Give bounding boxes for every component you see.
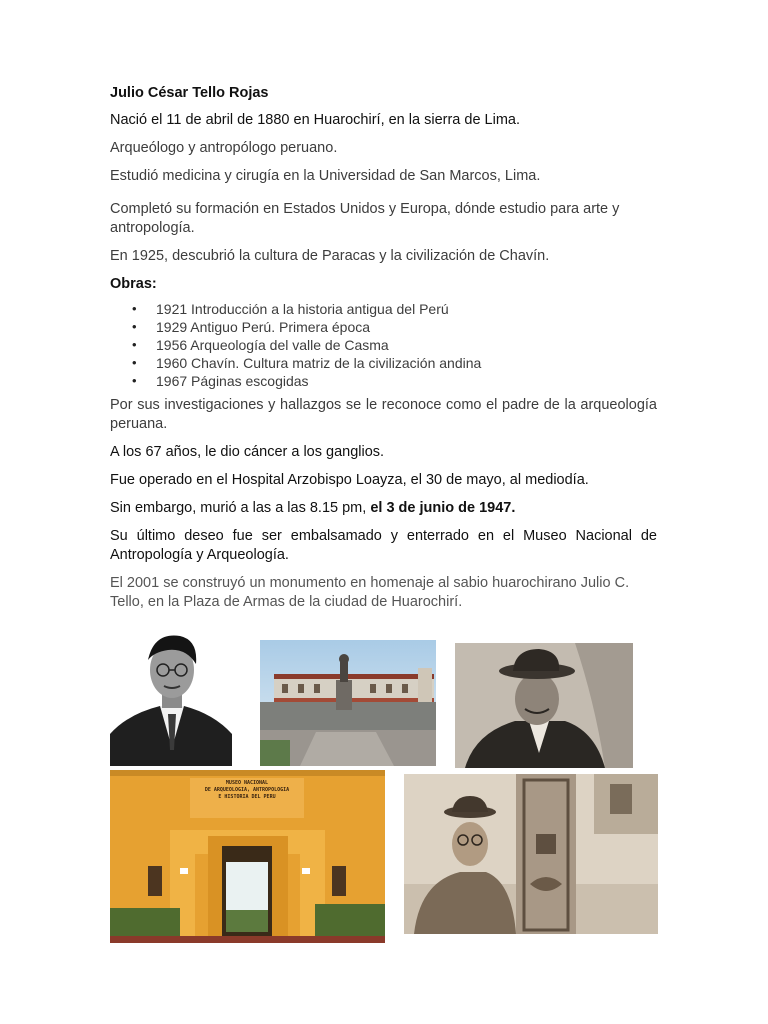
document-body bbox=[110, 84, 657, 621]
portrait-photo bbox=[110, 630, 232, 766]
portrait-illustration bbox=[110, 630, 232, 766]
list-item: • 1921 Introducción a la historia antigua del Perú bbox=[132, 301, 449, 317]
bullet-icon: • bbox=[132, 337, 137, 352]
last-wish-paragraph: Su último deseo fue ser embalsamado y enterrado en el Museo Nacional de Antropología y Arqueología. bbox=[110, 528, 657, 563]
bullet-icon: • bbox=[132, 355, 137, 370]
surgery-line: Fue operado en el Hospital Arzobispo Loayza, el 30 de mayo, al mediodía. bbox=[110, 472, 589, 488]
museum-photo bbox=[110, 770, 385, 943]
death-line: Sin embargo, murió a las a las 8.15 pm, el 3 de junio de 1947. bbox=[110, 500, 516, 516]
profession-line: Arqueólogo y antropólogo peruano. bbox=[110, 140, 338, 156]
monument-illustration bbox=[260, 640, 436, 766]
monument-paragraph: El 2001 se construyó un monumento en homenaje al sabio huarochirano Julio C. Tello, en la Plaza de Armas de la ciudad de Huarochirí. bbox=[110, 575, 630, 610]
birth-line: Nació el 11 de abril de 1880 en Huarochirí, en la sierra de Lima. bbox=[110, 112, 520, 128]
list-item: • 1967 Páginas escogidas bbox=[132, 373, 309, 389]
list-item: • 1956 Arqueología del valle de Casma bbox=[132, 337, 389, 353]
works-heading: Obras: bbox=[110, 276, 157, 292]
stele-illustration bbox=[404, 774, 658, 934]
list-item: • 1929 Antiguo Perú. Primera época bbox=[132, 319, 371, 335]
hat-portrait-illustration bbox=[455, 643, 633, 768]
works-list bbox=[110, 300, 657, 390]
bullet-icon: • bbox=[132, 301, 137, 316]
bullet-icon: • bbox=[132, 373, 137, 388]
list-item: • 1960 Chavín. Cultura matriz de la civilización andina bbox=[132, 355, 482, 371]
legacy-paragraph: Por sus investigaciones y hallazgos se le reconoce como el padre de la arqueología peruana. bbox=[110, 397, 657, 432]
monument-photo bbox=[260, 640, 436, 766]
bullet-icon: • bbox=[132, 319, 137, 334]
studies-line: Estudió medicina y cirugía en la Universidad de San Marcos, Lima. bbox=[110, 168, 541, 184]
illness-line: A los 67 años, le dio cáncer a los ganglios. bbox=[110, 444, 385, 460]
stele-photo bbox=[404, 774, 658, 934]
discovery-line: En 1925, descubrió la cultura de Paracas y la civilización de Chavín. bbox=[110, 248, 550, 264]
training-line: Completó su formación en Estados Unidos y Europa, dónde estudio para arte y antropología. bbox=[110, 201, 620, 236]
death-date: el 3 de junio de 1947. bbox=[370, 500, 516, 516]
museum-sign: MUSEO NACIONAL DE ARQUEOLOGIA, ANTROPOLOGIA E HISTORIA DEL PERU bbox=[204, 780, 290, 800]
page-title: Julio César Tello Rojas bbox=[110, 85, 269, 101]
hat-portrait-photo bbox=[455, 643, 633, 768]
